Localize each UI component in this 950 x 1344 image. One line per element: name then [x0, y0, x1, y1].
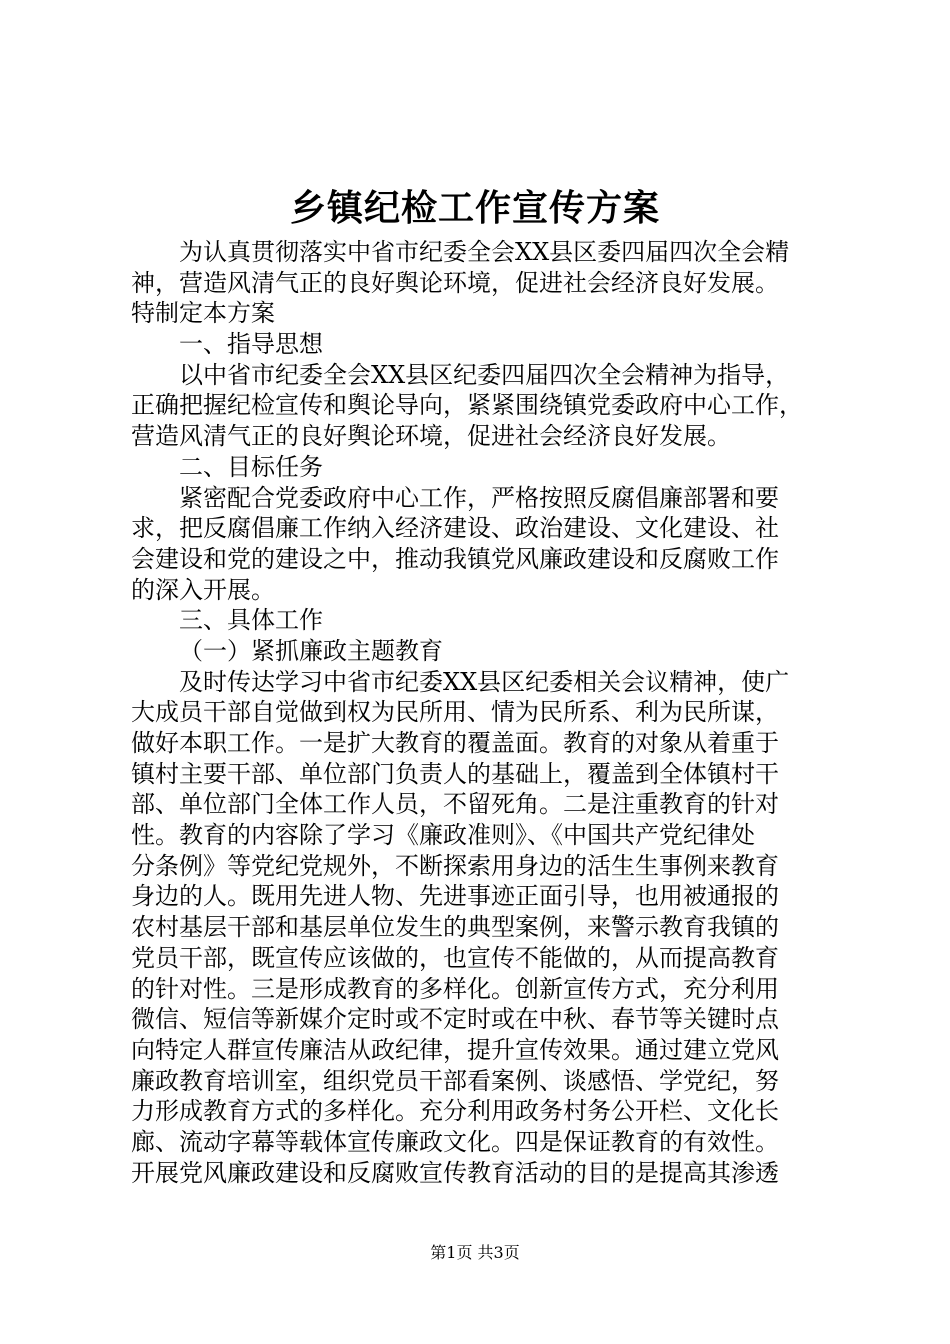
text-line: 三、具体工作	[179, 606, 323, 635]
text-line: （一）紧抓廉政主题教育	[179, 636, 443, 665]
text-line: 部、单位部门全体工作人员，不留死角。二是注重教育的针对	[131, 790, 779, 819]
text-line: 神，营造风清气正的良好舆论环境，促进社会经济良好发展。	[131, 268, 779, 297]
text-line: 做好本职工作。一是扩大教育的覆盖面。教育的对象从着重于	[131, 729, 779, 757]
text-line: 身边的人。既用先进人物、先进事迹正面引导，也用被通报的	[131, 882, 779, 911]
text-line: 会建设和党的建设之中，推动我镇党风廉政建设和反腐败工作	[131, 544, 779, 573]
text-line: 的针对性。三是形成教育的多样化。创新宣传方式，充分利用	[131, 974, 779, 1003]
text-line: 分条例》等党纪党规外，不断探索用身边的活生生事例来教育	[131, 851, 779, 880]
text-line: 二、目标任务	[179, 452, 323, 481]
text-line: 镇村主要干部、单位部门负责人的基础上，覆盖到全体镇村干	[131, 759, 779, 788]
text-line: 营造风清气正的良好舆论环境，促进社会经济良好发展。	[131, 422, 731, 451]
text-line: 求，把反腐倡廉工作纳入经济建设、政治建设、文化建设、社	[131, 514, 779, 543]
text-line: 性。教育的内容除了学习《廉政准则》、《中国共产党纪律处	[131, 821, 755, 850]
text-line: 向特定人群宣传廉洁从政纪律，提升宣传效果。通过建立党风	[131, 1035, 779, 1064]
text-line: 为认真贯彻落实中省市纪委全会XX县区委四届四次全会精	[179, 238, 790, 266]
page-footer: 第1页 共3页	[430, 1243, 520, 1262]
text-line: 及时传达学习中省市纪委XX县区纪委相关会议精神，使广	[179, 667, 790, 696]
text-line: 一、指导思想	[179, 330, 323, 359]
text-line: 廊、流动字幕等载体宣传廉政文化。四是保证教育的有效性。	[131, 1127, 779, 1156]
text-line: 微信、短信等新媒介定时或不定时或在中秋、春节等关键时点	[131, 1005, 779, 1034]
text-line: 大成员干部自觉做到权为民所用、情为民所系、利为民所谋，	[131, 698, 779, 727]
text-line: 党员干部，既宣传应该做的，也宣传不能做的，从而提高教育	[131, 943, 779, 972]
text-line: 廉政教育培训室，组织党员干部看案例、谈感悟、学党纪，努	[131, 1066, 779, 1095]
text-line: 正确把握纪检宣传和舆论导向，紧紧围绕镇党委政府中心工作，	[131, 391, 803, 420]
document-title: 乡镇纪检工作宣传方案	[289, 187, 660, 229]
text-line: 力形成教育方式的多样化。充分利用政务村务公开栏、文化长	[131, 1097, 779, 1126]
text-line: 特制定本方案	[131, 299, 275, 328]
text-line: 的深入开展。	[131, 575, 275, 604]
document-body	[131, 237, 841, 1188]
text-line: 紧密配合党委政府中心工作，严格按照反腐倡廉部署和要	[179, 483, 779, 512]
text-line: 开展党风廉政建设和反腐败宣传教育活动的目的是提高其渗透	[131, 1158, 779, 1187]
text-line: 以中省市纪委全会XX县区纪委四届四次全会精神为指导，	[179, 360, 790, 389]
text-line: 农村基层干部和基层单位发生的典型案例，来警示教育我镇的	[131, 913, 779, 942]
